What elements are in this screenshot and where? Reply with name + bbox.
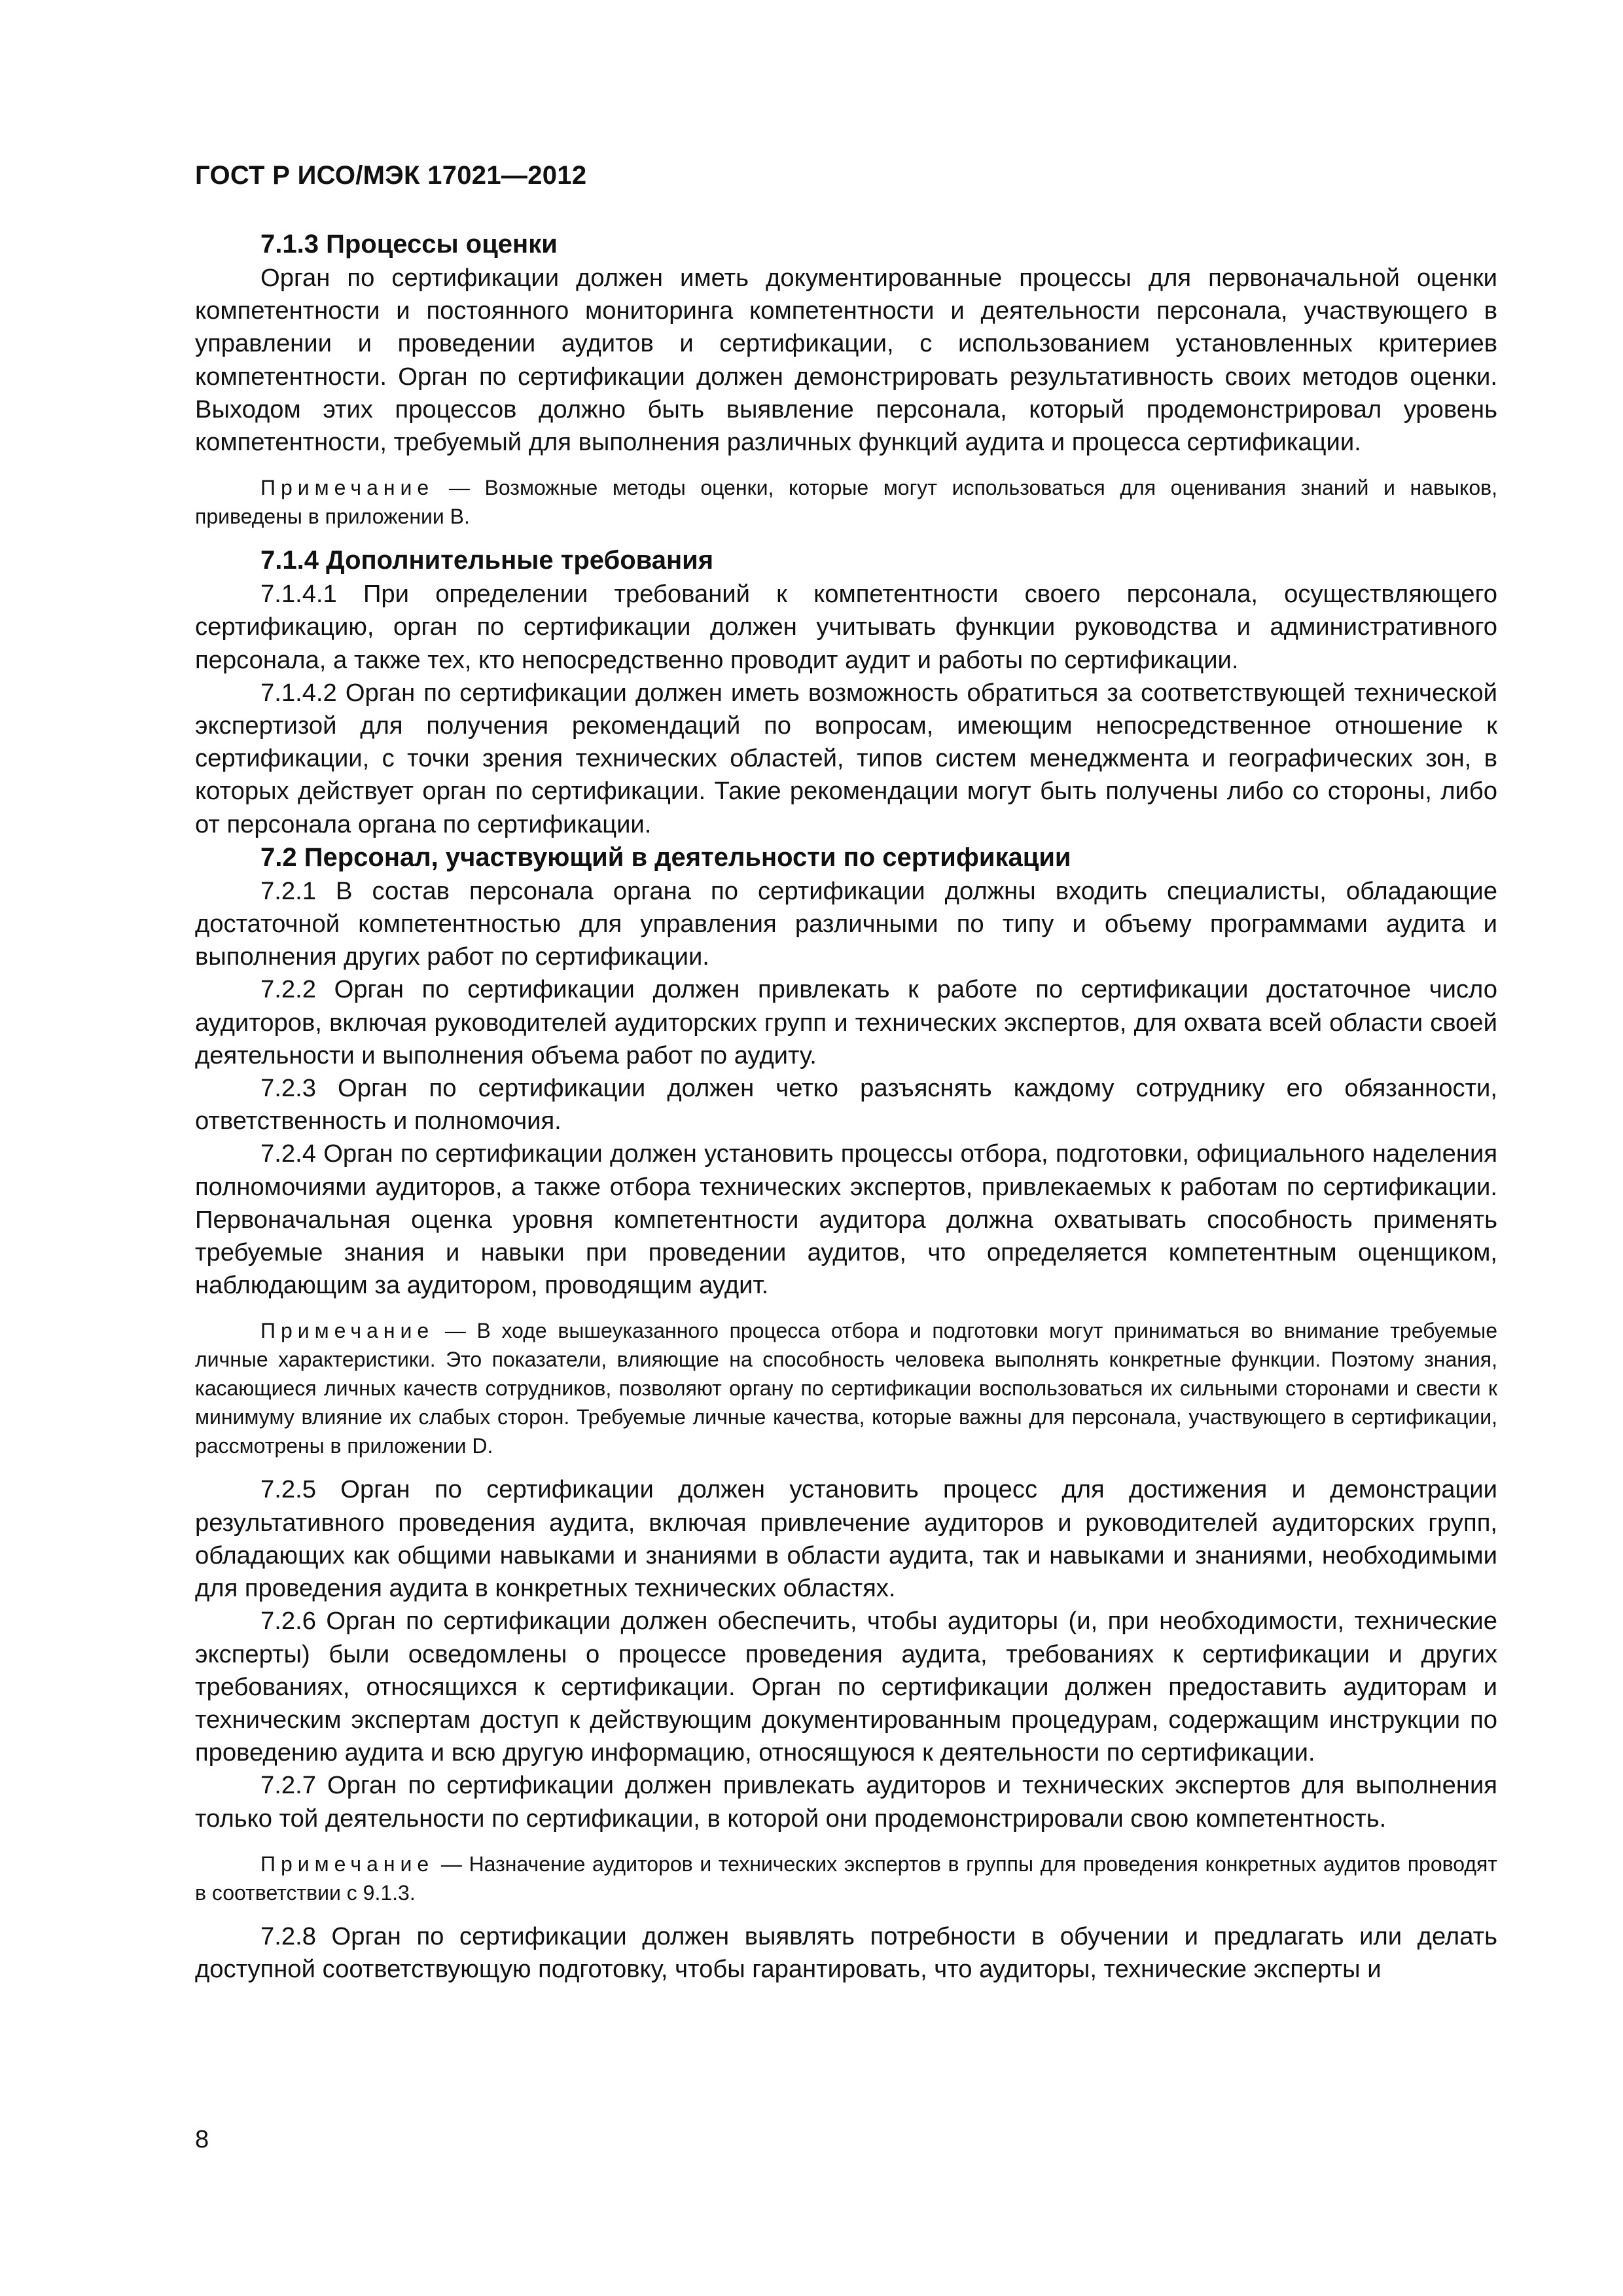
note-label: Примечание [260,1319,435,1343]
note-text: — Возможные методы оценки, которые могут использоваться для оценивания знаний и навыков, приведены в приложении B. [195,476,1497,529]
paragraph-7-1-4-1: 7.1.4.1 При определении требований к компетентности своего персонала, осуществляющего сертификацию, орган по сертификации должен учитывать функции руководства и административного персонала, а также тех, кто непосредственно проводит аудит и работы по сертификации. [195,580,1497,674]
document-header: ГОСТ Р ИСО/МЭК 17021—2012 [195,161,587,190]
page-number: 8 [195,2126,209,2153]
note-7-2-7 [195,1850,1497,1907]
section-heading-7-2: 7.2 Персонал, участвующий в деятельности по сертификации [260,842,1071,872]
paragraph-7-2-2: 7.2.2 Орган по сертификации должен привлекать к работе по сертификации достаточное число аудиторов, включая руководителей аудиторских групп и технических экспертов, для охвата всей области своей деятельности и выполнения объема работ по аудиту. [195,975,1497,1069]
document-body [195,228,1497,1986]
paragraph-7-1-3: Орган по сертификации должен иметь документированные процессы для первоначальной оценки компетентности и постоянного мониторинга компетентности и деятельности персонала, участвующего в управлении и проведении аудитов и сертификации, с использованием установленных критериев компетентности. Орган по сертификации должен демонстрировать результативность своих методов оценки. Выходом этих процессов должно быть выявление персонала, который продемонстрировал уровень компетентности, требуемый для выполнения различных функций аудита и процесса сертификации. [195,264,1497,457]
section-heading-7-1-3: 7.1.3 Процессы оценки [260,230,558,259]
note-label: Примечание [260,476,435,500]
note-text: — Назначение аудиторов и технических экспертов в группы для проведения конкретных аудитов проводят в соответствии с 9.1.3. [195,1852,1497,1905]
paragraph-7-2-8: 7.2.8 Орган по сертификации должен выявлять потребности в обучении и предлагать или делать доступной соответствующую подготовку, чтобы гарантировать, что аудиторы, технические эксперты и [195,1922,1497,1983]
note-7-2-4 [195,1316,1497,1460]
paragraph-7-2-4: 7.2.4 Орган по сертификации должен установить процессы отбора, подготовки, официального наделения полномочиями аудиторов, а также отбора технических экспертов, привлекаемых к работам по сертификации. Первоначальная оценка уровня компетентности аудитора должна охватывать способность применять требуемые знания и навыки при проведении аудитов, что определяется компетентным оценщиком, наблюдающим за аудитором, проводящим аудит. [195,1139,1497,1300]
section-heading-7-1-4: 7.1.4 Дополнительные требования [260,546,714,575]
paragraph-7-2-5: 7.2.5 Орган по сертификации должен установить процесс для достижения и демонстрации результативного проведения аудита, включая привлечение аудиторов и руководителей аудиторских групп, обладающих как общими навыками и знаниями в области аудита, так и навыками и знаниями, необходимыми для проведения аудита в конкретных технических областях. [195,1475,1497,1603]
note-text: — В ходе вышеуказанного процесса отбора и подготовки могут приниматься во внимание требуемые личные характеристики. Это показатели, влияющие на способность человека выполнять конкретные функции. Поэтому знания, касающиеся личных качеств сотрудников, позволяют органу по сертификации воспользоваться их сильными сторонами и свести к минимуму влияние их слабых сторон. Требуемые личные качества, которые важны для персонала, участвующего в сертификации, рассмотрены в приложении D. [195,1319,1497,1458]
paragraph-7-2-7: 7.2.7 Орган по сертификации должен привлекать аудиторов и технических экспертов для выполнения только той деятельности по сертификации, в которой они продемонстрировали свою компетентность. [195,1771,1497,1833]
paragraph-7-2-6: 7.2.6 Орган по сертификации должен обеспечить, чтобы аудиторы (и, при необходимости, технические эксперты) были осведомлены о процессе проведения аудита, требованиях к сертификации и других требованиях, относящихся к сертификации. Орган по сертификации должен предоставить аудиторам и техническим экспертам доступ к действующим документированным процедурам, содержащим инструкции по проведению аудита и всю другую информацию, относящуюся к деятельности по сертификации. [195,1607,1497,1767]
paragraph-7-2-1: 7.2.1 В состав персонала органа по сертификации должны входить специалисты, обладающие достаточной компетентностью для управления различными по типу и объему программами аудита и выполнения других работ по сертификации. [195,876,1497,971]
paragraph-7-2-3: 7.2.3 Орган по сертификации должен четко разъяснять каждому сотруднику его обязанности, ответственность и полномочия. [195,1074,1497,1136]
paragraph-7-1-4-2: 7.1.4.2 Орган по сертификации должен иметь возможность обратиться за соответствующей технической экспертизой для получения рекомендаций по вопросам, имеющим непосредственное отношение к сертификации, с точки зрения технических областей, типов систем менеджмента и географических зон, в которых действует орган по сертификации. Такие рекомендации могут быть получены либо со стороны, либо от персонала органа по сертификации. [195,678,1497,838]
note-7-1-3 [195,473,1497,531]
note-label: Примечание [260,1852,435,1876]
